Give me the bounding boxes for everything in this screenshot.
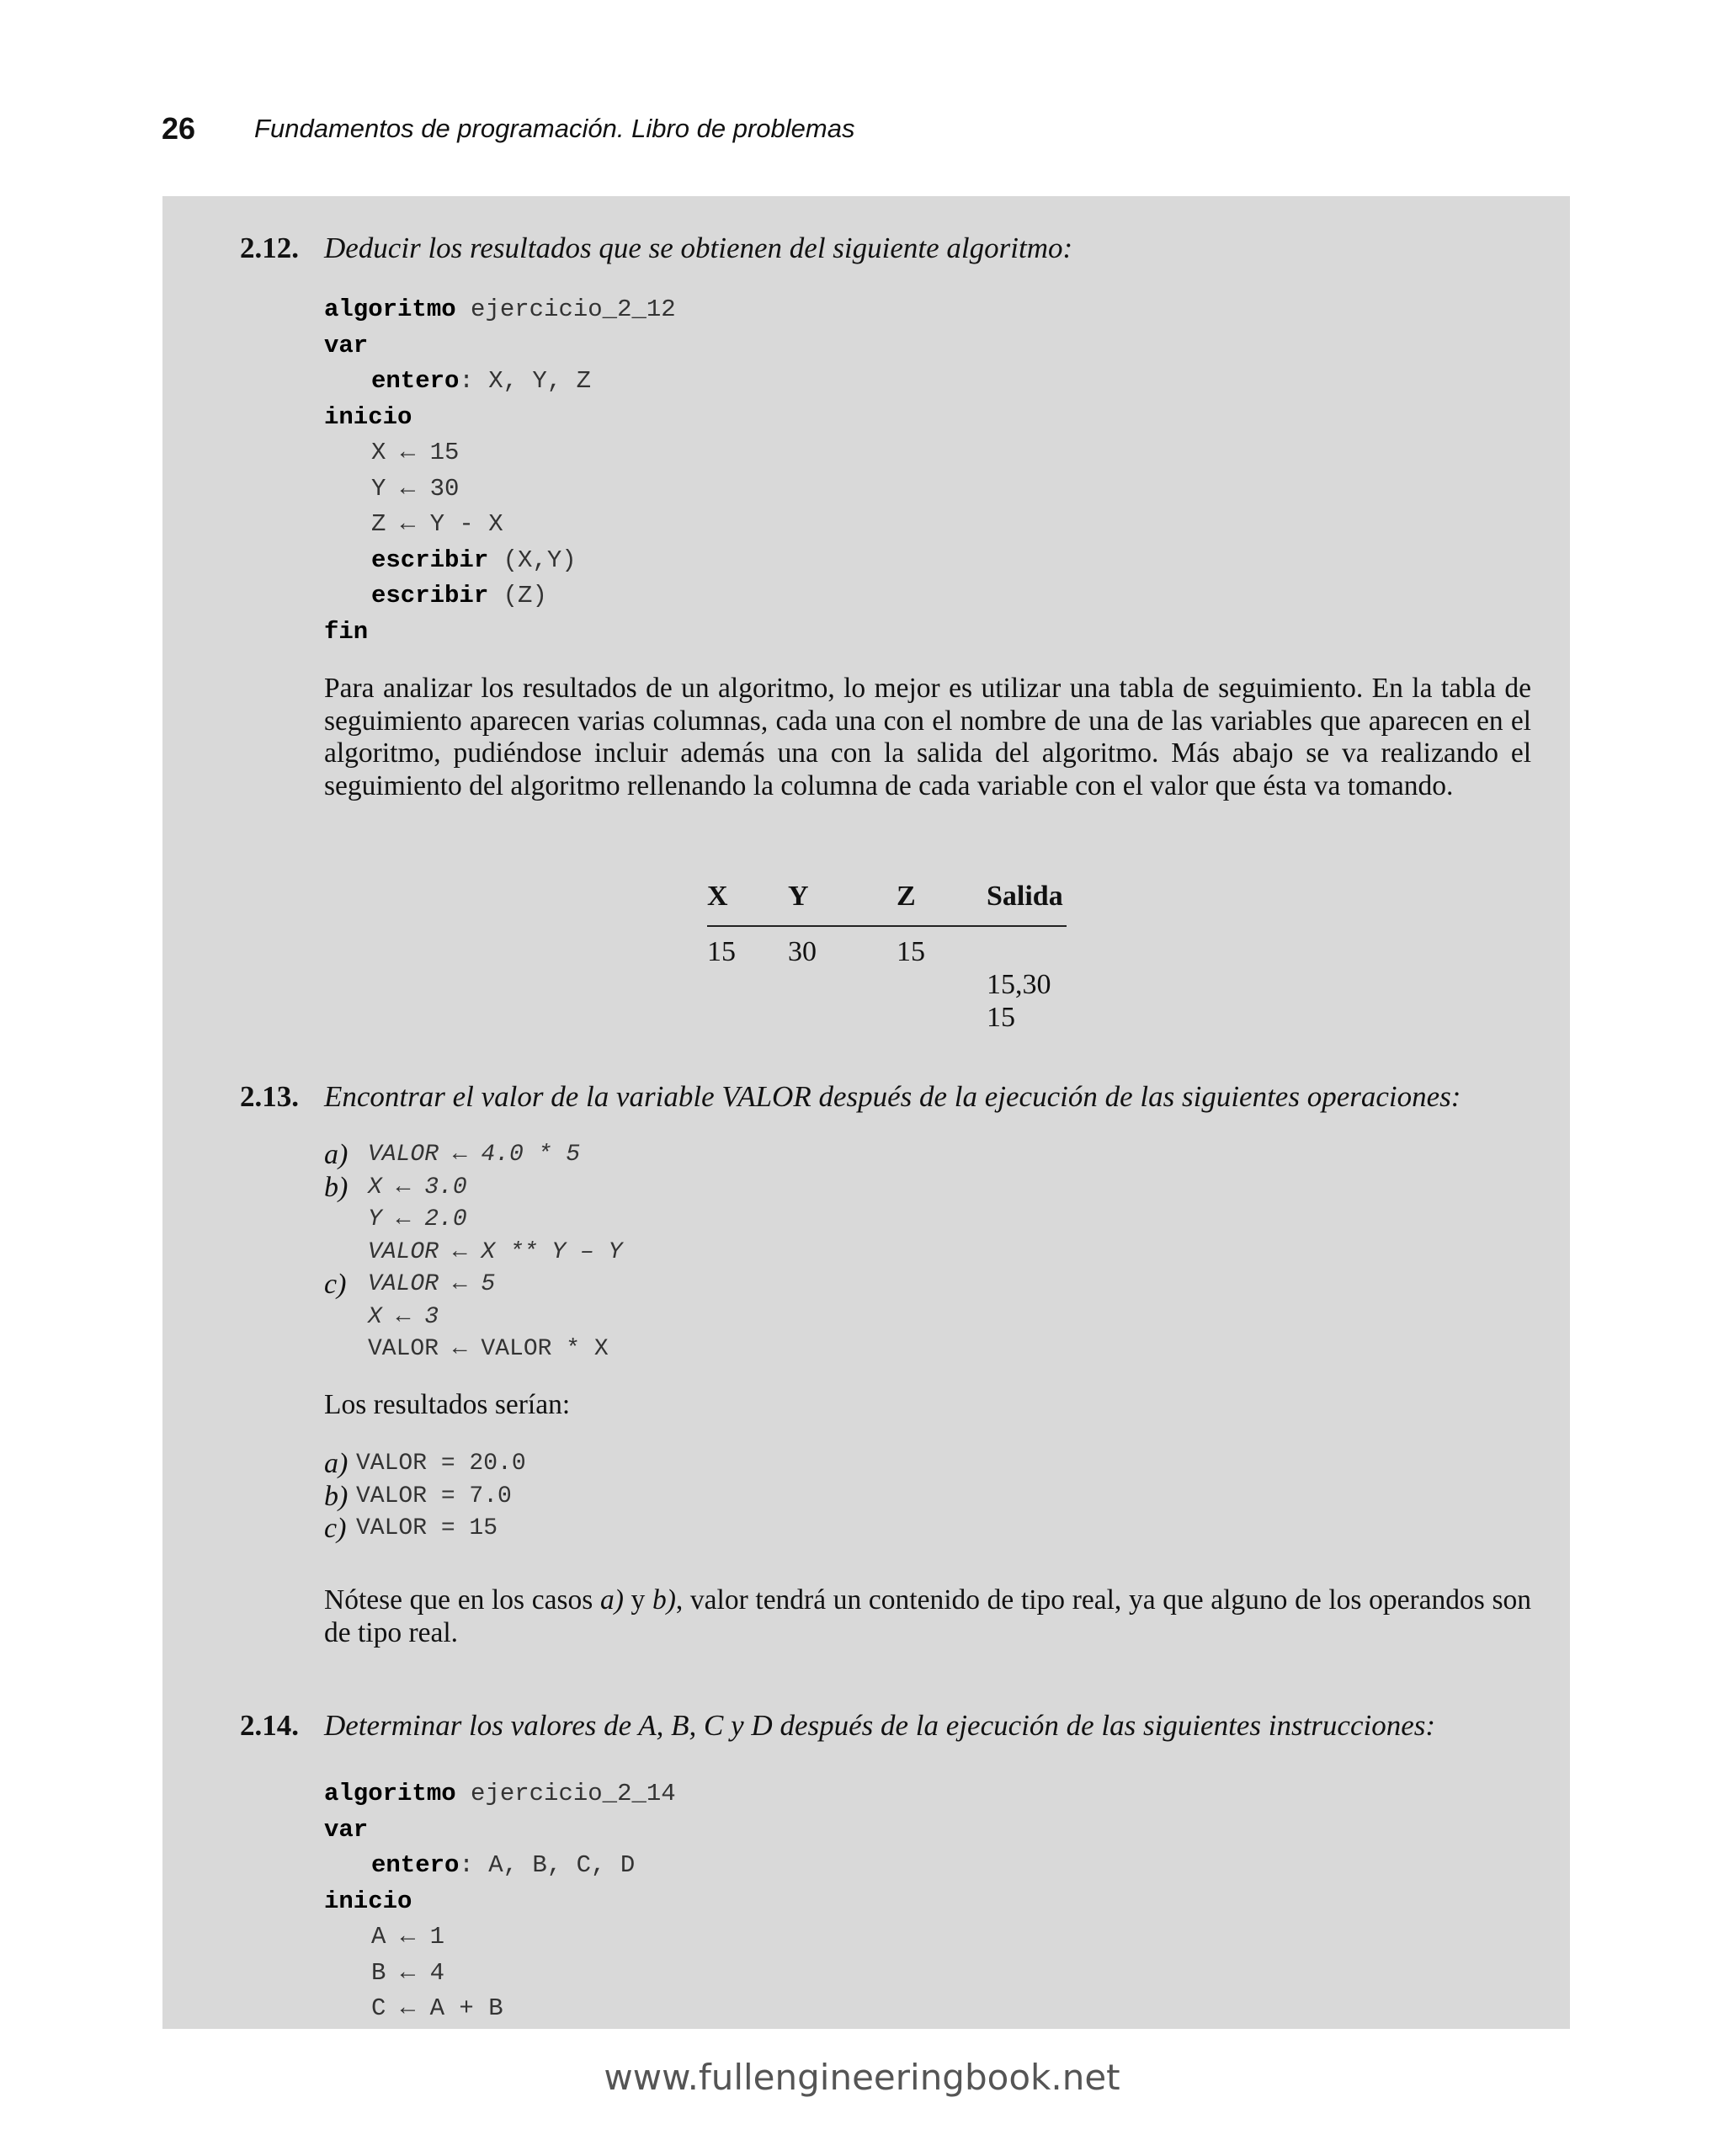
trace-table	[707, 880, 1067, 1034]
code-line	[324, 578, 676, 615]
code-line	[324, 543, 676, 579]
code-keyword: inicio	[324, 402, 412, 431]
code-line	[324, 435, 676, 471]
running-title: Fundamentos de programación. Libro de problemas	[254, 114, 855, 143]
results-intro: Los resultados serían:	[324, 1389, 571, 1420]
page-header	[162, 108, 854, 150]
list-item	[324, 1334, 622, 1366]
code-text: : A, B, C, D	[459, 1851, 636, 1879]
operation-code: Y ← 2.0	[368, 1206, 467, 1232]
code-line	[324, 1991, 676, 2027]
problem-statement: Encontrar el valor de la variable VALOR después de la ejecución de las siguientes operaciones:	[324, 1080, 1461, 1113]
operation-code: VALOR ← VALOR * X	[368, 1336, 609, 1362]
item-label: a)	[324, 1139, 349, 1170]
operations-list	[324, 1139, 622, 1366]
code-line	[324, 1813, 676, 1849]
code-keyword: var	[324, 331, 369, 359]
note-text: y	[623, 1584, 652, 1616]
trace-header-salida: Salida	[987, 880, 1067, 926]
table-cell	[788, 968, 897, 1001]
table-cell: 15	[987, 1002, 1015, 1033]
code-text: B ← 4	[371, 1958, 445, 1987]
operation-code: X ← 3.0	[368, 1174, 467, 1200]
result-code: VALOR = 20.0	[356, 1451, 526, 1477]
item-label: c)	[324, 1513, 347, 1544]
code-keyword: algoritmo	[324, 1780, 456, 1807]
list-item	[324, 1269, 622, 1302]
code-text: ejercicio_2_14	[455, 1780, 676, 1807]
trace-header-y: Y	[788, 880, 897, 926]
code-text: A ← 1	[371, 1923, 445, 1951]
item-label: b)	[324, 1480, 349, 1512]
result-code: VALOR = 7.0	[356, 1483, 512, 1509]
note-ref-b: b)	[652, 1584, 676, 1616]
code-line	[324, 1956, 676, 1992]
code-line	[324, 1848, 676, 1884]
item-label: b)	[324, 1171, 349, 1203]
table-cell: 15	[707, 936, 736, 967]
trace-header-z: Z	[897, 880, 987, 926]
list-item	[324, 1139, 622, 1172]
code-text: (X,Y)	[488, 546, 577, 574]
operation-code: VALOR ← 4.0 * 5	[368, 1142, 581, 1168]
operation-code: VALOR ← X ** Y – Y	[368, 1238, 623, 1265]
list-item	[324, 1481, 526, 1514]
results-list	[324, 1448, 526, 1546]
code-line	[324, 400, 676, 436]
table-cell	[707, 1001, 788, 1034]
result-code: VALOR = 15	[356, 1515, 498, 1541]
code-line	[324, 292, 676, 328]
code-line	[324, 1884, 676, 1920]
code-line	[324, 1919, 676, 1956]
item-label: c)	[324, 1269, 347, 1300]
problem-number: 2.12.	[240, 232, 299, 264]
note-ref-a: a)	[599, 1584, 624, 1616]
list-item	[324, 1237, 622, 1270]
problem-number: 2.13.	[240, 1080, 299, 1113]
table-cell	[707, 968, 788, 1001]
note-paragraph	[324, 1584, 1531, 1649]
table-row	[707, 926, 1067, 968]
list-item	[324, 1302, 622, 1334]
code-text: (Z)	[488, 582, 547, 610]
explanation-paragraph: Para analizar los resultados de un algoritmo, lo mejor es utilizar una tabla de seguimiento. En la tabla de seguimiento aparecen varias columnas, cada una con el nombre de una de las variables que aparecen en el algoritmo, pudiéndose incluir además una con la salida del algoritmo. Más abajo se va realizando el seguimiento del algoritmo rellenando la columna de cada variable con el valor que ésta va tomando.	[324, 673, 1531, 801]
code-keyword: entero	[371, 367, 460, 395]
list-item	[324, 1513, 526, 1546]
code-line	[324, 328, 676, 365]
code-text: C ← A + B	[371, 1994, 503, 2022]
code-keyword: entero	[371, 1851, 460, 1879]
code-text: Y ← 30	[371, 474, 460, 503]
table-cell	[897, 1001, 987, 1034]
code-keyword: fin	[324, 617, 369, 646]
code-text: : X, Y, Z	[459, 367, 592, 395]
table-cell: 15	[897, 936, 925, 967]
note-text: Nótese que en los casos	[324, 1584, 600, 1616]
code-keyword: escribir	[371, 546, 489, 574]
operation-code: X ← 3	[368, 1303, 439, 1330]
code-line	[324, 471, 676, 508]
item-label: a)	[324, 1448, 349, 1479]
code-keyword: var	[324, 1815, 369, 1844]
code-line	[324, 507, 676, 543]
list-item	[324, 1172, 622, 1205]
code-text: X ← 15	[371, 439, 460, 466]
code-text: Z ← Y - X	[371, 510, 503, 538]
table-cell	[987, 926, 1067, 968]
operation-code: VALOR ← 5	[368, 1271, 496, 1297]
table-row	[707, 968, 1067, 1001]
code-keyword: inicio	[324, 1887, 412, 1915]
trace-header-x: X	[707, 880, 788, 926]
list-item	[324, 1448, 526, 1481]
problem-statement: Deducir los resultados que se obtienen del siguiente algoritmo:	[324, 232, 1073, 264]
code-text: ejercicio_2_12	[455, 295, 676, 323]
footer-url: www.fullengineeringbook.net	[604, 2057, 1120, 2098]
code-line	[324, 615, 676, 651]
code-keyword: algoritmo	[324, 295, 456, 323]
code-line	[324, 364, 676, 400]
note-text: , valor tendrá un contenido de tipo real, ya que alguno de los operandos son de tipo real.	[324, 1584, 1532, 1648]
code-line	[324, 1776, 676, 1813]
problem-number: 2.14.	[240, 1709, 299, 1742]
table-row	[707, 1001, 1067, 1034]
algorithm-code-block	[324, 292, 676, 650]
algorithm-code-block	[324, 1776, 676, 2027]
problem-statement: Determinar los valores de A, B, C y D después de la ejecución de las siguientes instrucciones:	[324, 1709, 1436, 1742]
table-cell	[788, 1001, 897, 1034]
code-keyword: escribir	[371, 582, 489, 610]
page-number: 26	[162, 111, 196, 146]
list-item	[324, 1204, 622, 1237]
table-cell: 15,30	[987, 969, 1051, 1000]
table-cell: 30	[788, 936, 817, 967]
table-cell	[897, 968, 987, 1001]
